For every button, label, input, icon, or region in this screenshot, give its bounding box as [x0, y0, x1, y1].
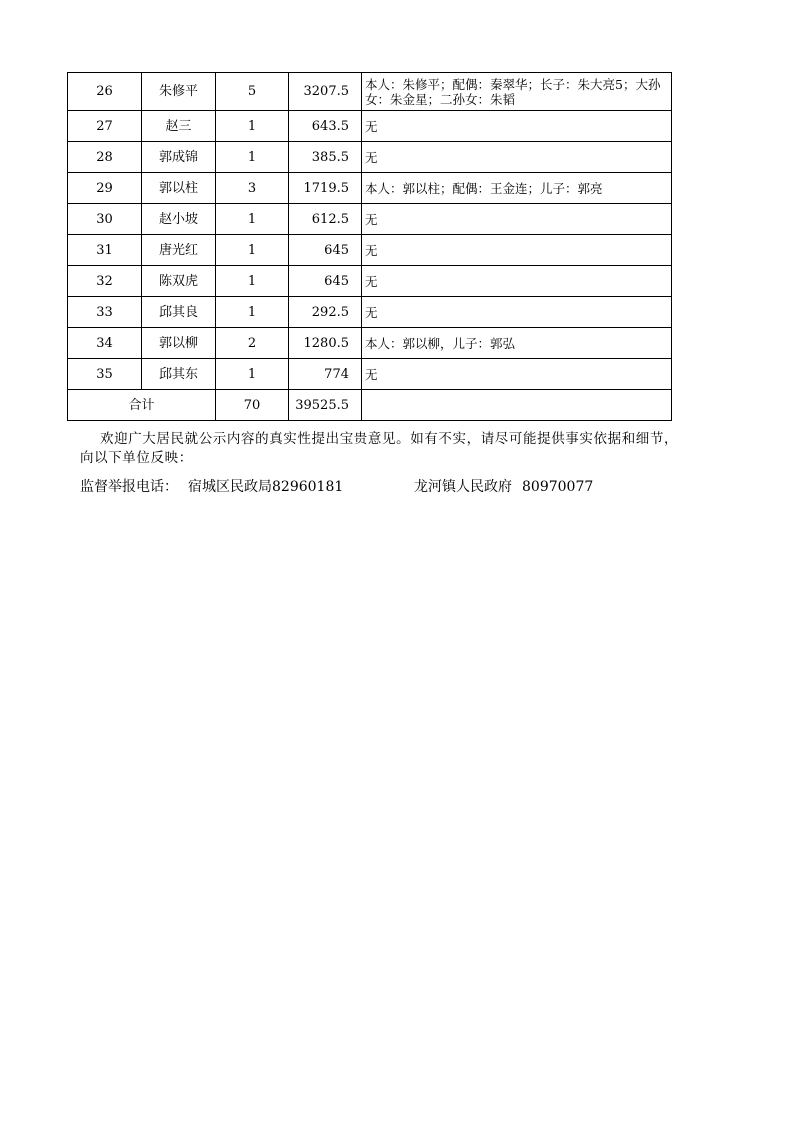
household-head-name: 朱修平: [142, 73, 216, 111]
total-household-size: 70: [216, 390, 289, 421]
household-size: 5: [216, 73, 289, 111]
district-bureau-phone: 82960181: [272, 479, 344, 495]
town-contact: [414, 478, 593, 496]
family-members: 无: [362, 266, 672, 297]
table-row: [68, 142, 672, 173]
household-size: 3: [216, 173, 289, 204]
household-size: 1: [216, 235, 289, 266]
subsidy-amount: 643.5: [289, 111, 362, 142]
table-row: [68, 204, 672, 235]
row-number: 28: [68, 142, 142, 173]
household-head-name: 唐光红: [142, 235, 216, 266]
family-members: 本人：朱修平；配偶：秦翠华；长子：朱大亮5；大孙女：朱金星；二孙女：朱韬: [362, 73, 672, 111]
household-head-name: 郭以柱: [142, 173, 216, 204]
row-number: 27: [68, 111, 142, 142]
household-head-name: 陈双虎: [142, 266, 216, 297]
table-row: [68, 328, 672, 359]
household-head-name: 赵三: [142, 111, 216, 142]
household-head-name: 郭以柳: [142, 328, 216, 359]
household-size: 2: [216, 328, 289, 359]
district-contact: [80, 478, 343, 496]
town-government-phone: 80970077: [522, 479, 594, 495]
subsidy-amount: 385.5: [289, 142, 362, 173]
table-row: [68, 111, 672, 142]
total-label: 合计: [68, 390, 216, 421]
subsidy-amount: 1719.5: [289, 173, 362, 204]
subsidy-amount: 645: [289, 235, 362, 266]
total-row: [68, 390, 672, 421]
household-size: 1: [216, 111, 289, 142]
district-bureau-name: 宿城区民政局: [188, 479, 272, 495]
row-number: 30: [68, 204, 142, 235]
family-members: 无: [362, 235, 672, 266]
table-row: [68, 266, 672, 297]
household-size: 1: [216, 297, 289, 328]
row-number: 35: [68, 359, 142, 390]
family-members: 无: [362, 359, 672, 390]
household-head-name: 邱其良: [142, 297, 216, 328]
town-government-name: 龙河镇人民政府: [414, 479, 512, 495]
family-members: 无: [362, 204, 672, 235]
household-size: 1: [216, 142, 289, 173]
table-row: [68, 173, 672, 204]
family-members: 本人：郭以柱；配偶：王金连；儿子：郭亮: [362, 173, 672, 204]
family-members: 无: [362, 142, 672, 173]
table-row: [68, 359, 672, 390]
subsidy-amount: 1280.5: [289, 328, 362, 359]
hotline-label: 监督举报电话：: [80, 479, 178, 495]
family-members: 本人：郭以柳，儿子：郭弘: [362, 328, 672, 359]
row-number: 34: [68, 328, 142, 359]
family-members: 无: [362, 297, 672, 328]
table-row: [68, 73, 672, 111]
household-head-name: 郭成锦: [142, 142, 216, 173]
subsidy-amount: 612.5: [289, 204, 362, 235]
subsidy-amount: 645: [289, 266, 362, 297]
subsidy-amount: 3207.5: [289, 73, 362, 111]
row-number: 31: [68, 235, 142, 266]
table-row: [68, 297, 672, 328]
family-members: 无: [362, 111, 672, 142]
total-subsidy-amount: 39525.5: [289, 390, 362, 421]
household-size: 1: [216, 359, 289, 390]
table-row: [68, 235, 672, 266]
household-head-name: 邱其东: [142, 359, 216, 390]
roster-table-body: [68, 73, 672, 421]
subsidy-amount: 292.5: [289, 297, 362, 328]
feedback-notice: 欢迎广大居民就公示内容的真实性提出宝贵意见。如有不实，请尽可能提供事实依据和细节，向以下单位反映：: [80, 431, 679, 466]
row-number: 29: [68, 173, 142, 204]
row-number: 33: [68, 297, 142, 328]
household-size: 1: [216, 204, 289, 235]
row-number: 32: [68, 266, 142, 297]
subsidy-amount: 774: [289, 359, 362, 390]
row-number: 26: [68, 73, 142, 111]
total-family-members: [362, 390, 672, 421]
household-head-name: 赵小坡: [142, 204, 216, 235]
household-size: 1: [216, 266, 289, 297]
roster-table: [67, 72, 672, 421]
